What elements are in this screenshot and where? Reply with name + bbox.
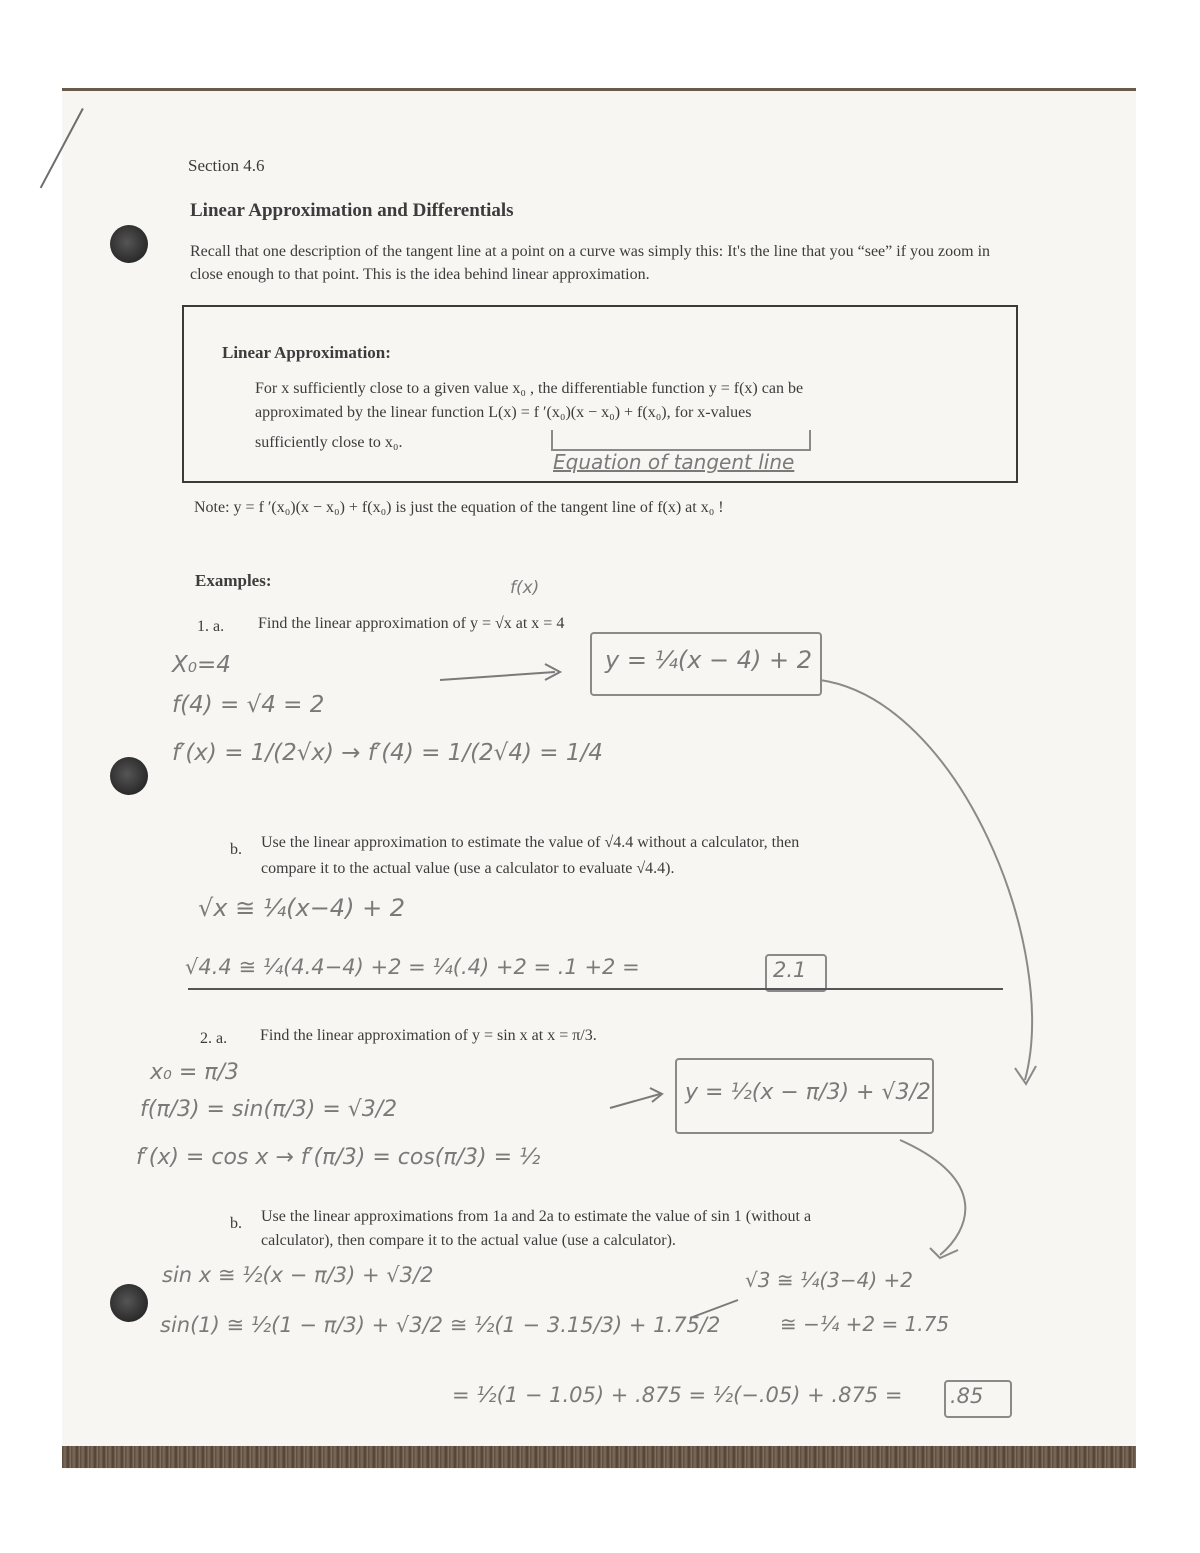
handwritten-work: f′(x) = 1/(2√x) → f′(4) = 1/(2√4) = 1/4 bbox=[172, 740, 603, 766]
handwritten-work: sin(1) ≅ ½(1 − π/3) + √3/2 ≅ ½(1 − 3.15/3) + 1.75/2 bbox=[160, 1313, 721, 1337]
section-label: Section 4.6 bbox=[188, 156, 265, 175]
handwritten-answer: y = ½(x − π/3) + √3/2 bbox=[685, 1080, 931, 1105]
handwritten-work: f′(x) = cos x → f′(π/3) = cos(π/3) = ½ bbox=[136, 1145, 541, 1170]
problem-label: b. bbox=[230, 1215, 242, 1232]
handwritten-work: X₀=4 bbox=[172, 652, 231, 678]
handwritten-side-note: √3 ≅ ¼(3−4) +2 bbox=[745, 1268, 913, 1292]
handwritten-work: = ½(1 − 1.05) + .875 = ½(−.05) + .875 = bbox=[452, 1383, 903, 1407]
problem-number: 1. a. bbox=[197, 618, 225, 635]
page-title: Linear Approximation and Differentials bbox=[190, 200, 514, 221]
problem-text: compare it to the actual value (use a calculator to evaluate √4.4). bbox=[261, 860, 675, 877]
problem-text: Find the linear approximation of y = √x at x = 4 bbox=[258, 615, 565, 632]
problem-text: Use the linear approximations from 1a and 2a to estimate the value of sin 1 (without a bbox=[261, 1208, 812, 1225]
handwritten-answer: .85 bbox=[950, 1384, 984, 1408]
problem-text: calculator), then compare it to the actual value (use a calculator). bbox=[261, 1232, 676, 1249]
problem-text: Use the linear approximation to estimate the value of √4.4 without a calculator, then bbox=[261, 834, 800, 851]
handwritten-answer: y = ¼(x − 4) + 2 bbox=[605, 646, 813, 674]
note-line: Note: y = f ′(x₀)(x − x₀) + f(x₀) is just the equation of the tangent line of f(x) at x₀ ! bbox=[194, 499, 724, 516]
handwritten-annotation: Equation of tangent line bbox=[553, 450, 795, 474]
intro-paragraph: Recall that one description of the tangent line at a point on a curve was simply this: It's the line that you “see” if you zoom in close enough to that point. This is the idea behind linear approximation. bbox=[190, 243, 991, 283]
definition-line: approximated by the linear function L(x) = f ′(x₀)(x − x₀) + f(x₀), for x-values bbox=[255, 404, 752, 421]
problem-text: Find the linear approximation of y = sin x at x = π/3. bbox=[260, 1027, 597, 1044]
handwritten-work: f(π/3) = sin(π/3) = √3/2 bbox=[140, 1097, 398, 1122]
examples-heading: Examples: bbox=[195, 571, 272, 590]
definition-line: For x sufficiently close to a given value x₀ , the differentiable function y = f(x) can be bbox=[255, 380, 804, 397]
handwritten-work: x₀ = π/3 bbox=[150, 1060, 239, 1085]
handwritten-work: f(4) = √4 = 2 bbox=[172, 692, 325, 718]
definition-line: sufficiently close to x₀. bbox=[255, 434, 403, 451]
handwritten-work: √x ≅ ¼(x−4) + 2 bbox=[198, 894, 406, 922]
handwritten-note: f(x) bbox=[510, 578, 540, 598]
handwritten-work: sin x ≅ ½(x − π/3) + √3/2 bbox=[162, 1263, 434, 1287]
problem-number: 2. a. bbox=[200, 1030, 228, 1047]
definition-heading: Linear Approximation: bbox=[222, 343, 391, 362]
handwritten-side-note: ≅ −¼ +2 = 1.75 bbox=[780, 1312, 950, 1336]
problem-label: b. bbox=[230, 841, 242, 858]
handwritten-work: √4.4 ≅ ¼(4.4−4) +2 = ¼(.4) +2 = .1 +2 = bbox=[185, 955, 640, 979]
handwritten-answer: 2.1 bbox=[773, 958, 807, 982]
